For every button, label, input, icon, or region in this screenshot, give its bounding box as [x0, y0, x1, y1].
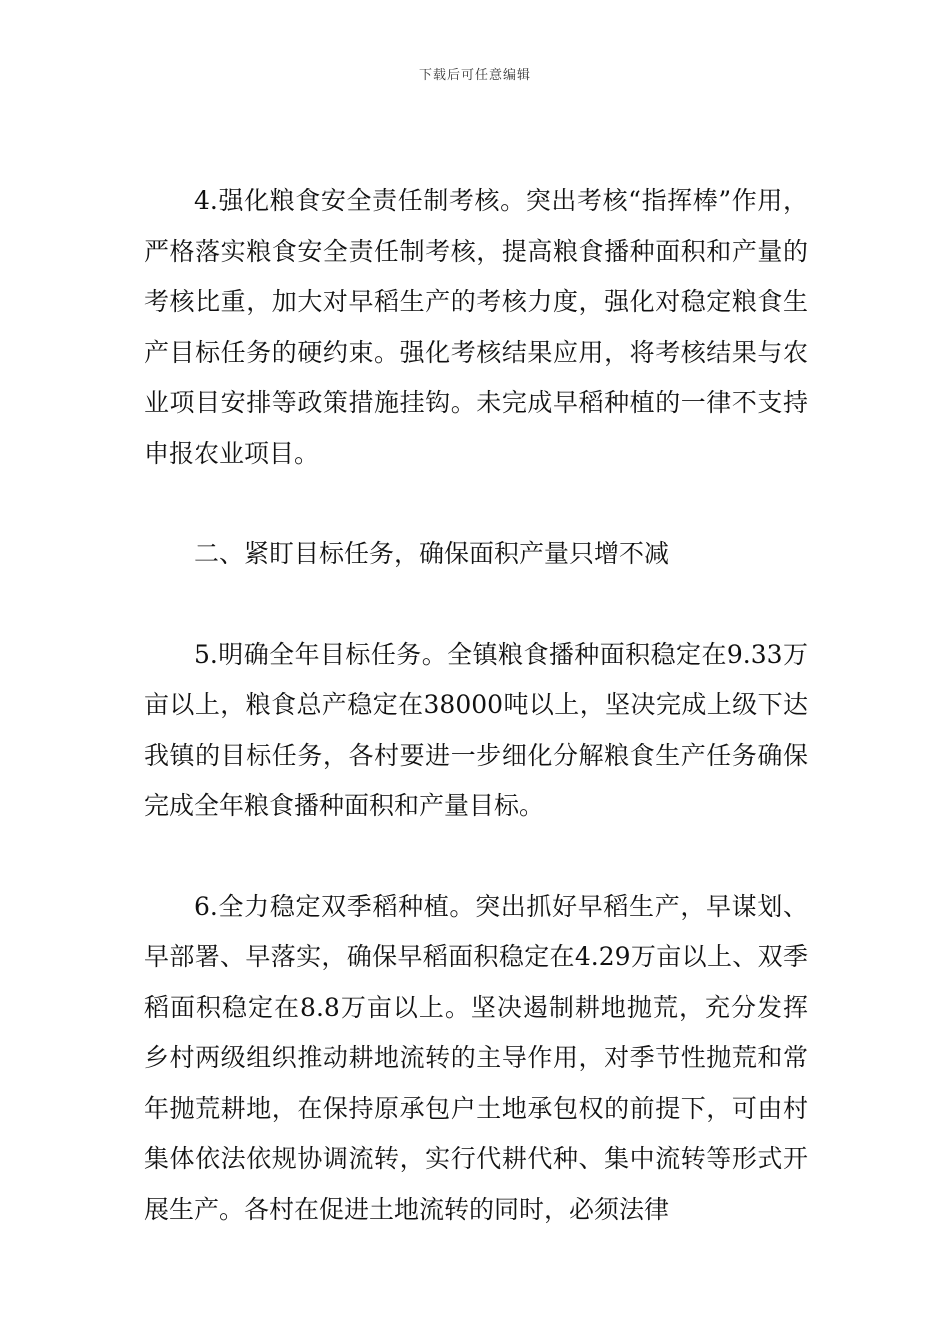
paragraph-spacer [144, 832, 808, 882]
paragraph-spacer [144, 479, 808, 529]
document-body [144, 176, 808, 1235]
paragraph-annual-targets: 5.明确全年目标任务。全镇粮食播种面积稳定在9.33万亩以上，粮食总产稳定在38000吨以上，坚决完成上级下达我镇的目标任务，各村要进一步细化分解粮食生产任务确保完成全年粮食播种面积和产量目标。 [144, 639, 808, 820]
paragraph-double-rice: 6.全力稳定双季稻种植。突出抓好早稻生产，早谋划、早部署、早落实，确保早稻面积稳定在4.29万亩以上、双季稻面积稳定在8.8万亩以上。坚决遏制耕地抛荒，充分发挥乡村两级组织推动耕地流转的主导作用，对季节性抛荒和常年抛荒耕地，在保持原承包户土地承包权的前提下，可由村集体依法依规协调流转，实行代耕代种、集中流转等形式开展生产。各村在促进土地流转的同时，必须法律 [144, 891, 808, 1224]
section-heading-targets: 二、紧盯目标任务，确保面积产量只增不减 [194, 539, 670, 568]
page-header: 下载后可任意编辑 [418, 68, 531, 83]
paragraph-assessment: 4.强化粮食安全责任制考核。突出考核“指挥棒”作用，严格落实粮食安全责任制考核，提高粮食播种面积和产量的考核比重，加大对早稻生产的考核力度，强化对稳定粮食生产目标任务的硬约束。强化考核结果应用，将考核结果与农业项目安排等政策措施挂钩。未完成早稻种植的一律不支持申报农业项目。 [144, 186, 808, 468]
paragraph-spacer [144, 580, 808, 630]
